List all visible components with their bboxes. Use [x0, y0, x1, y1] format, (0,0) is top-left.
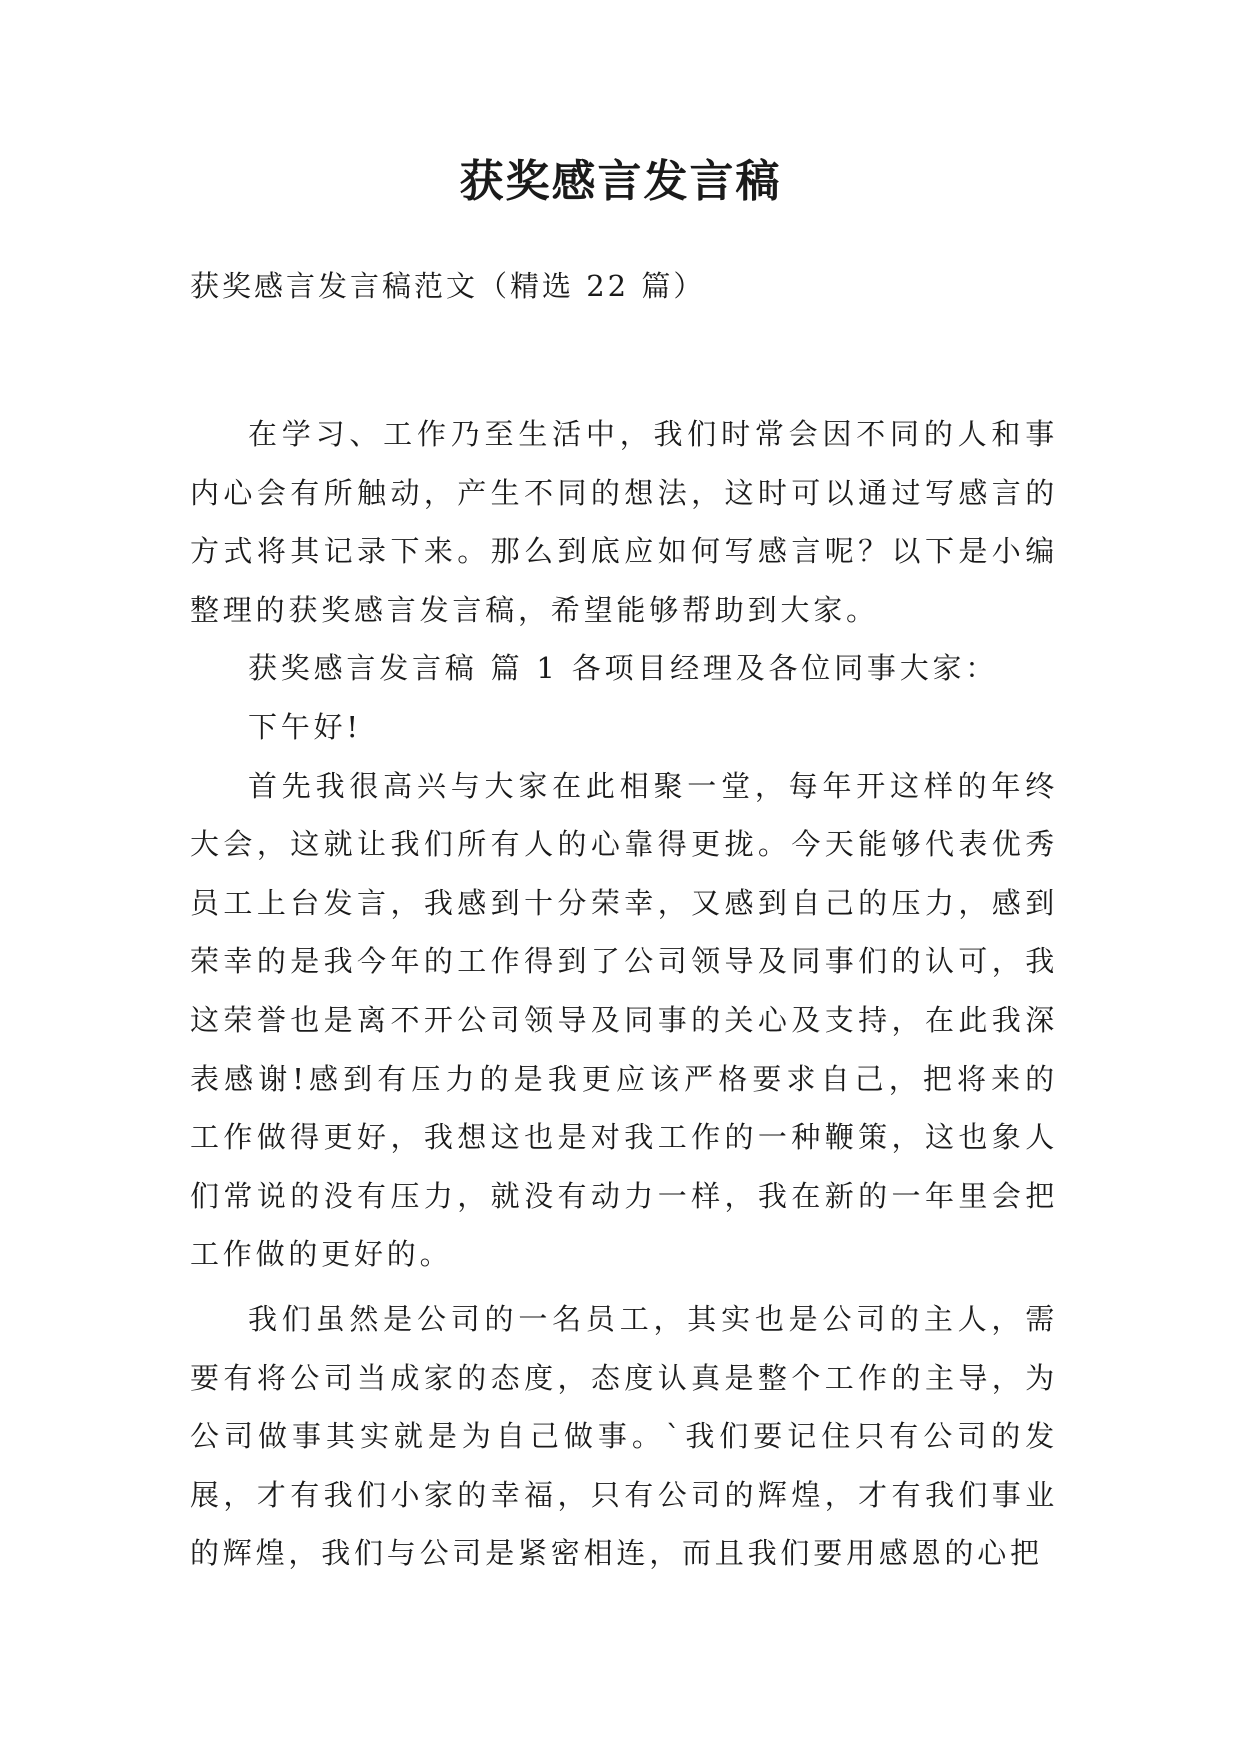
paragraph-greeting: 下午好! — [248, 709, 362, 744]
paragraph-greeting-header: 获奖感言发言稿 篇 1 各项目经理及各位同事大家： — [248, 651, 999, 686]
paragraph-intro: 在学习、工作乃至生活中，我们时常会因不同的人和事内心会有所触动，产生不同的想法，这时可以通过写感言的方式将其记录下来。那么到底应如何写感言呢？以下是小编整理的获奖感言发言稿，希望能够帮助到大家。 — [190, 417, 1058, 627]
document-subtitle: 获奖感言发言稿范文（精选 22 篇） — [190, 269, 706, 303]
document-title: 获奖感言发言稿 — [459, 156, 782, 207]
document-body — [190, 405, 1058, 1583]
paragraph-company: 我们虽然是公司的一名员工，其实也是公司的主人，需要有将公司当成家的态度，态度认真是整个工作的主导，为公司做事其实就是为自己做事。`我们要记住只有公司的发展，才有我们小家的幸福，只有公司的辉煌，才有我们事业的辉煌，我们与公司是紧密相连，而且我们要用感恩的心把 — [190, 1301, 1058, 1571]
paragraph-thanks: 首先我很高兴与大家在此相聚一堂，每年开这样的年终大会，这就让我们所有人的心靠得更拢。今天能够代表优秀员工上台发言，我感到十分荣幸，又感到自己的压力，感到荣幸的是我今年的工作得到了公司领导及同事们的认可，我这荣誉也是离不开公司领导及同事的关心及支持，在此我深表感谢!感到有压力的是我更应该严格要求自己，把将来的工作做得更好，我想这也是对我工作的一种鞭策，这也象人们常说的没有压力，就没有动力一样，我在新的一年里会把工作做的更好的。 — [190, 768, 1058, 1272]
